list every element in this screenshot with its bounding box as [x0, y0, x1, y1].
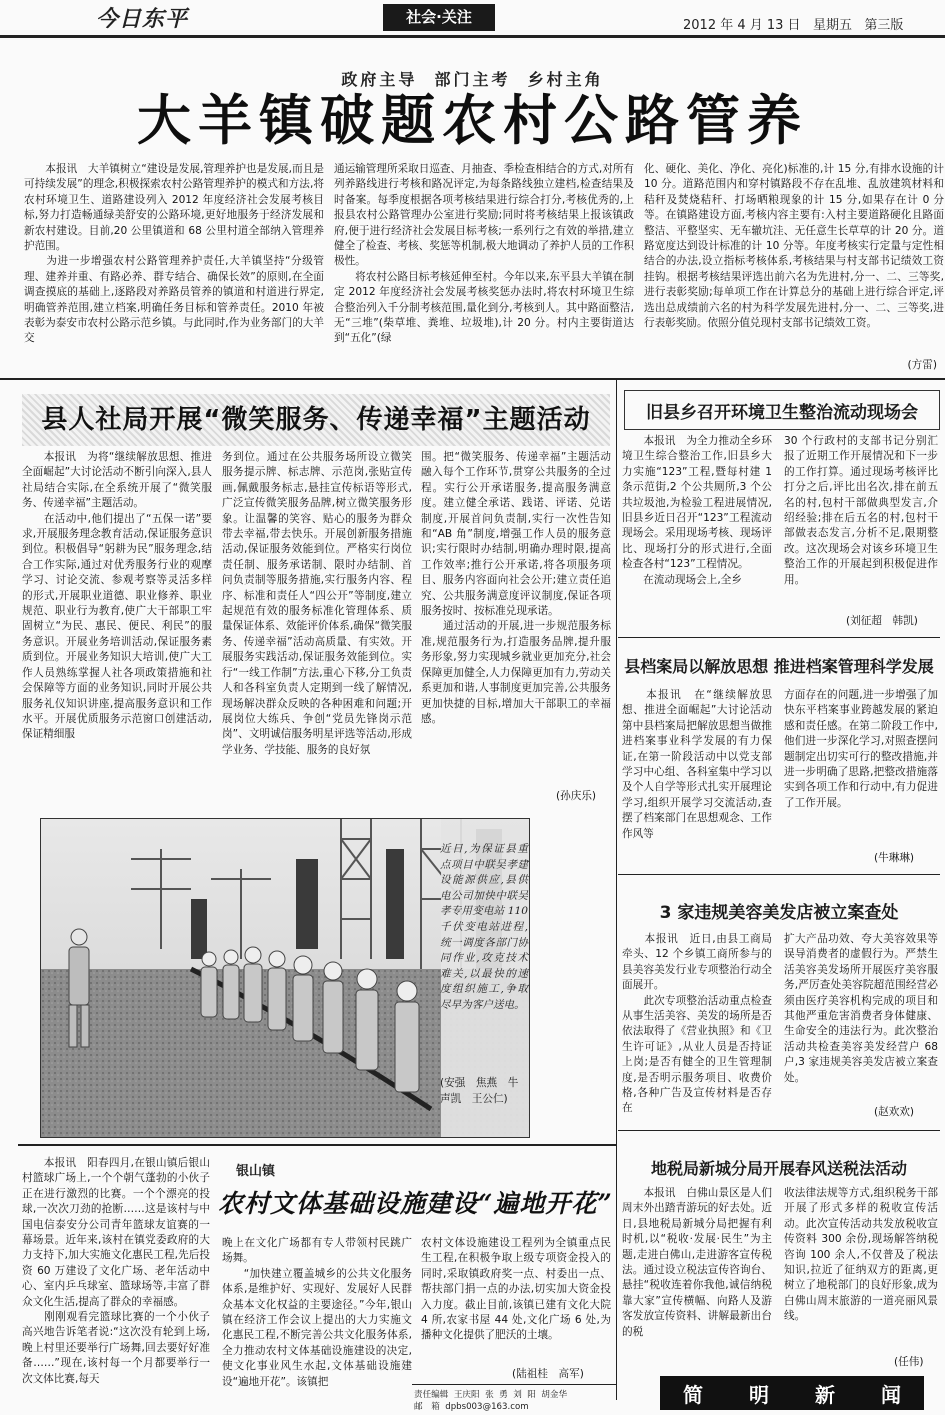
jiuxian-col-2: 30 个行政村的支部书记分别汇报了近期工作开展情况和下一步的工作打算。通过现场考核评比打分之后,评比出名次,排在前五名的村,包村干部做典型发言,介绍经验;排在后五名的村,包村干部做表态发言,分析不足,限期整改。这次现场会对该乡环境卫生整治工作的开展起到积极促进作用。 [784, 435, 938, 586]
photo-credit [440, 1076, 528, 1107]
jiuxian-bottom-rule [618, 637, 940, 638]
beauty-col-2: 扩大产品功效、夸大美容效果等误导消费者的虚假行为。严禁生活美容美发场所开展医疗美容服务,严厉查处美容院超范围经营必须由医疗美容机构完成的项目和其他严重危害消费者身体健康、生命安全的违法行为。此次整治活动共检查美容美发经营户 68 户,3 家违规美容美发店被立案查处。 [784, 933, 942, 1084]
smile-col-2: 务到位。通过在公共服务场所设立微笑服务提示牌、标志牌、示范岗,张贴宣传画,佩戴服务标志,悬挂宣传标语等形式,广泛宣传微笑服务品牌,树立微笑服务形象。让温馨的笑容、贴心的服务为群众带去幸福,带去快乐。开展创新服务措施活动,保证服务效能到位。严格实行岗位责任制、服务承诺制、限时办结制、首问负责制等服务措施,实行服务内容、程序、标准和责任人“四公开”等制度,建立起规范有效的服务标准化管理体系、质量保证体系、效能评价体系,确保“微笑服务、传递幸福”活动高质量、有实效。开展服务实践活动,保证服务效能到位。实行“一线工作制”方法,重心下移,分工负责人和各科室负责人定期到一线了解情况,现场解决群众反映的各种困难和问题;开展岗位大练兵、争创“党员先锋岗示范岗”、文明诚信服务明星评选等活动,形成学业务、学技能、服务的良好氛 [222, 451, 412, 756]
footer-email: 邮 箱 dpbs003@163.com [414, 1402, 529, 1412]
lead-headline [0, 88, 945, 154]
masthead-rule [0, 35, 945, 38]
jiuxian-byline: (刘征超 韩凯) [846, 615, 918, 627]
basketball-col-2: 晚上在文化广场都有专人带领村民跳广场舞。 “加快建立覆盖城乡的公共文化服务体系,是维护好、实现好、发展好人民群众基本文化权益的主要途径。”今年,银山镇在经济工作会议上提出的大力实施文化惠民工程,不断完善公共文化服务体系,全力推动农村文体基础设施建设的决定,使文化事业风生水起,文体基础设施建设“遍地开花”。该镇把 [222, 1237, 412, 1388]
basketball-kicker-text: 银山镇 [236, 1164, 276, 1179]
beauty-col-1: 本报讯 近日,由县工商局牵头、12 个乡镇工商所参与的县美容美发行业专项整治行动全面展开。 此次专项整治活动重点检查从事生活美容、美发的场所是否依法取得了《营业执照》和《卫生许可证》,从业人员是否持证上岗;是否有健全的卫生管理制度,是否明示服务项目、收费价格,各种广告及宣传材料是否存在 [622, 933, 772, 1115]
smile-col-3: 围。把“微笑服务、传递幸福”主题活动融入每个工作环节,贯穿公共服务的全过程。实行公开承诺服务,提高服务满意度。建立健全承诺、践诺、评诺、兑诺制度,开展首问负责制,实行一次性告知和“AB 角”制度,增强工作人员的服务意识;实行限时办结制,明确办理时限,提高工作效率;推行公开承诺,将各项服务项目、服务内容面向社会公开;建立责任追究、公共服务满意度评议制度,保证各项服务按时、按标准兑现承诺。 通过活动的开展,进一步规范服务标准,规范服务行为,打造服务品牌,提升服务形象,努力实现城乡就业更加充分,社会保障更加健全,人力保障更加有力,劳动关系更加和谐,人事制度更加完善,公共服务更加快捷的目标,增加大干部职工的幸福感。 [421, 451, 611, 725]
lead-col-1: 本报讯 大羊镇树立“建设是发展,管理养护也是发展,而且是可持续发展”的理念,积极探索农村公路管理养护的模式和方法,将农村环境卫生、道路建设列入 2012 年度经济社会发展考核目标,努力打造畅通绿美舒安的公路环境,更好地服务于经济发展和新农村建设。目前,20 公里镇道和 68 公里村道全部纳入管理养护范围。 为进一步增强农村公路管理养护责任,大羊镇坚持“分级管理、建养并重、有路必养、群专结合、确保长效”的原则,在全面调查摸底的基础上,逐路段对养路员管养的镇道和村道进行界定,明确管养范围,建立档案,明确任务目标和管养责任。2010 年被表彰为泰安市农村公路示范乡镇。与此同时,作为业务部门的大羊交 [24, 163, 324, 345]
footer-rule [412, 1384, 616, 1385]
issue-date [683, 14, 903, 33]
jiuxian-headline-text: 旧县乡召开环境卫生整治流动现场会 [646, 403, 918, 423]
archive-col-1: 本报讯 在“继续解放思想、推进全面崛起”大讨论活动第中县档案局把解放思想当做推进档案事业科学发展的有力保证,在第一阶段活动中以党支部学习中心组、各科室集中学习以及个人自学等形式扎实开展理论学习,组织开展学习交流活动,查摆了档案部门在思想观念、工作作风等 [622, 689, 772, 840]
basketball-col-3: 农村文体设施建设工程列为全镇重点民生工程,在积极争取上级专项资金投入的同时,采取镇政府奖一点、村委出一点、帮扶部门捐一点的办法,切实加大资金投入力度。截止目前,该镇已建有文化大院 4 所,农家书屋 44 处,文化广场 6 处,为播种文化提供了肥沃的土壤。 [421, 1237, 615, 1342]
beauty-bottom-rule [618, 1130, 940, 1131]
tax-col-1: 本报讯 白佛山景区是人们周末外出踏青游玩的好去处。近日,县地税局新城分局把握有利时机,以“税收·发展·民生”为主题,走进白佛山,走进游客宣传税法。通过设立税法宣传咨询台、悬挂“税收连着你我他,诚信纳税靠大家”宣传横幅、向路人及游客发放宣传资料、讲解最新出台的税 [622, 1187, 772, 1338]
beauty-headline [620, 898, 938, 923]
smile-col-1: 本报讯 为将“继续解放思想、推进全面崛起”大讨论活动不断引向深入,县人社局结合实际,在全系统开展了“微笑服务、传递幸福”主题活动。 在活动中,他们提出了“五保一诺”要求,开展服务理念教育活动,保证服务意识到位。积极倡导“躬耕为民”服务理念,结合工作实际,通过对优秀服务行业的观摩学习、讨论交流、参观考察等灵活多样的形式,开展职业道德、职业修养、职业规范、职业行为教育,使广大干部职工牢固树立“为民、惠民、便民、利民”的服务意识。开展业务培训活动,保证服务素质到位。开展业务知识大培训,使广大工作人员熟练掌握人社各项政策措施和社会保障等方面的业务知识,同时开展公共服务礼仪知识讲座,提高服务意识和工作水平。开展优质服务示范窗口创建活动,保证精细服 [22, 451, 212, 741]
basketball-kicker [236, 1160, 275, 1179]
footer-editor: 责任编辑 王庆阳 张 勇 刘 阳 胡金华 [414, 1390, 568, 1400]
photo-caption-text: 近日,为保证县重点项目中联吴孝建设能源供应,县供电公司加快中联吴孝专用变电站 110 千伏变电站进程,统一调度各部门协同作业,攻克技术难关,以最快的速度组织施工,争取尽早为客户送电。 [440, 843, 528, 1011]
photo-bottom-rule [18, 1144, 616, 1146]
archive-headline [620, 654, 938, 677]
brief-news-banner [660, 1376, 924, 1410]
issue-weekday: 星期五 [812, 18, 852, 33]
lead-col-2: 通运输管理所采取日巡查、月抽查、季检查相结合的方式,对所有列养路线进行考核和路况评定,为每条路线独立建档,检查结果及时备案。每季度根据各项考核结果进行综合打分,考核优秀的,上报县农村公路管理办公室进行奖励;同时将考核结果上报该镇政府,便于进行经济社会发展目标考核;一系列行之有效的举措,建立健全了检查、考核、奖惩等机制,极大地调动了养护人员的工作积极性。 将农村公路目标考核延伸至村。今年以来,东平县大羊镇在制定 2012 年度经济社会发展考核奖惩办法时,将农村环境卫生综合整治列入千分制考核范围,量化到分,考核到人。其中路面整洁,无“三堆”(柴草堆、粪堆、垃圾堆),计 20 分。村内主要街道达到“五化”(绿 [334, 163, 634, 345]
vertical-divider [616, 380, 617, 1400]
jiuxian-col-1: 本报讯 为全力推动全乡环境卫生综合整治工作,旧县乡大力实施“123”工程,暨每村建 1 条示范街,2 个公共厕所,3 个公共垃圾池,为检验工程进展情况,旧县乡近日召开“123”工程流动现场会。采用现场考核、现场评比、现场打分的形式进行,全面检查各村“123”工程情况。 在流动现场会上,全乡 [622, 435, 772, 586]
lead-col-3: 化、硬化、美化、净化、亮化)标准的,计 15 分,有排水设施的计 10 分。道路范围内和穿村镇路段不存在乱堆、乱放建筑材料和秸秆及焚烧秸秆、打场晒粮现象的计 15 分,如果存在计 0 分等。在镇路建设方面,考核内容主要有:入村主要道路硬化且路面整洁、平整坚实、无车辙坑洼、无任意生长草草的计 20 分。道路宽度达到设计标准的计 10 分等。年度考核实行定量与定性相结合的办法,设立指标考核体系,考核结果与村支部书记绩效工资挂钩。根据考核结果评选出前六名为先进村,分一、二、三等奖,进行表彰奖励;每单项工作在计算总分的基础上进行综合评定,评选出总成绩前六名的村为科学发展先进村,分一、二、三等奖,进行表彰奖励。依照分值兑现村支部书记绩效工资。 [644, 163, 944, 330]
jiuxian-headline [624, 398, 940, 423]
basketball-col-1: 本报讯 阳春四月,在银山镇后银山村篮球广场上,一个个朝气蓬勃的小伙子正在进行激烈的比赛。一个个漂亮的投球,一次次刀劲的抢断……这是该村与中国电信泰安分公司青年篮球友谊赛的一幕场景。近年来,该村在镇党委政府的大力支持下,加大实施文化惠民工程,先后投资 60 万建设了文化广场、老年活动中心、室内乒乓球室、篮球场等,丰富了群众文化生活,提高了群众的幸福感。 刚刚观看完篮球比赛的一个小伙子高兴地告诉笔者说:“这次没有轮到上场,晚上村里还要举行广场舞,回去要好好准备……”现在,该村每一个月都要举行一次文体比赛,每天 [22, 1157, 210, 1385]
tax-headline-text: 地税局新城分局开展春风送税法活动 [650, 1159, 907, 1178]
lead-bottom-rule [0, 378, 945, 380]
issue-page: 第三版 [864, 18, 904, 33]
brief-banner-char-4: 闻 [881, 1382, 901, 1407]
lead-byline: (方雷) [907, 359, 937, 371]
smile-byline: (孙庆乐) [556, 790, 597, 802]
lead-headline-text: 大羊镇破题农村公路管养 [137, 89, 808, 152]
basketball-headline-text: 农村文体基础设施建设“遍地开花” [218, 1189, 613, 1218]
photo-caption [440, 842, 528, 1014]
archive-headline-text: 县档案局以解放思想 推进档案管理科学发展 [624, 657, 934, 676]
photo-credit-text: (安强 焦燕 牛声凯 王公仁) [440, 1077, 519, 1105]
archive-byline: (牛琳琳) [874, 852, 915, 864]
basketball-headline [218, 1178, 612, 1230]
archive-bottom-rule [618, 874, 940, 875]
brief-banner-char-2: 明 [749, 1382, 769, 1407]
section-tag [383, 4, 495, 31]
beauty-byline: (赵欢欢) [874, 1106, 915, 1118]
basketball-byline: (陆祖桂 高军) [512, 1368, 584, 1380]
archive-col-2: 方面存在的问题,进一步增强了加快东平档案事业跨越发展的紧迫感和责任感。在第二阶段工作中,他们进一步深化学习,对照查摆问题制定出切实可行的整改措施,并进一步明确了思路,把整改措施落实到各项工作和行动中,有力促进了工作开展。 [784, 689, 938, 809]
smile-headline-text: 县人社局开展“微笑服务、传递幸福”主题活动 [41, 405, 591, 435]
tax-col-2: 收法律法规等方式,组织税务干部开展了形式多样的税收宣传活动。此次宣传活动共发放税收宣传资料 300 余份,现场解答纳税咨询 100 余人,不仅普及了税法知识,拉近了征纳双方的距离,更树立了地税部门的良好形象,成为白佛山周末旅游的一道亮丽风景线。 [784, 1187, 938, 1323]
lead-kicker [0, 67, 945, 90]
beauty-headline-text: 3 家违规美容美发店被立案查处 [659, 903, 899, 923]
tax-byline: (任伟) [894, 1356, 924, 1368]
masthead-logo [96, 2, 236, 36]
issue-date-text: 2012 年 4 月 13 日 [683, 18, 801, 33]
tax-headline [620, 1156, 938, 1179]
lead-kicker-text: 政府主导 部门主考 乡村主角 [341, 70, 604, 89]
smile-headline [22, 398, 610, 442]
section-tag-label: 社会·关注 [406, 8, 472, 26]
masthead-logo-text: 今日东平 [96, 6, 189, 32]
brief-banner-char-1: 简 [683, 1382, 703, 1407]
brief-banner-char-3: 新 [815, 1382, 835, 1407]
